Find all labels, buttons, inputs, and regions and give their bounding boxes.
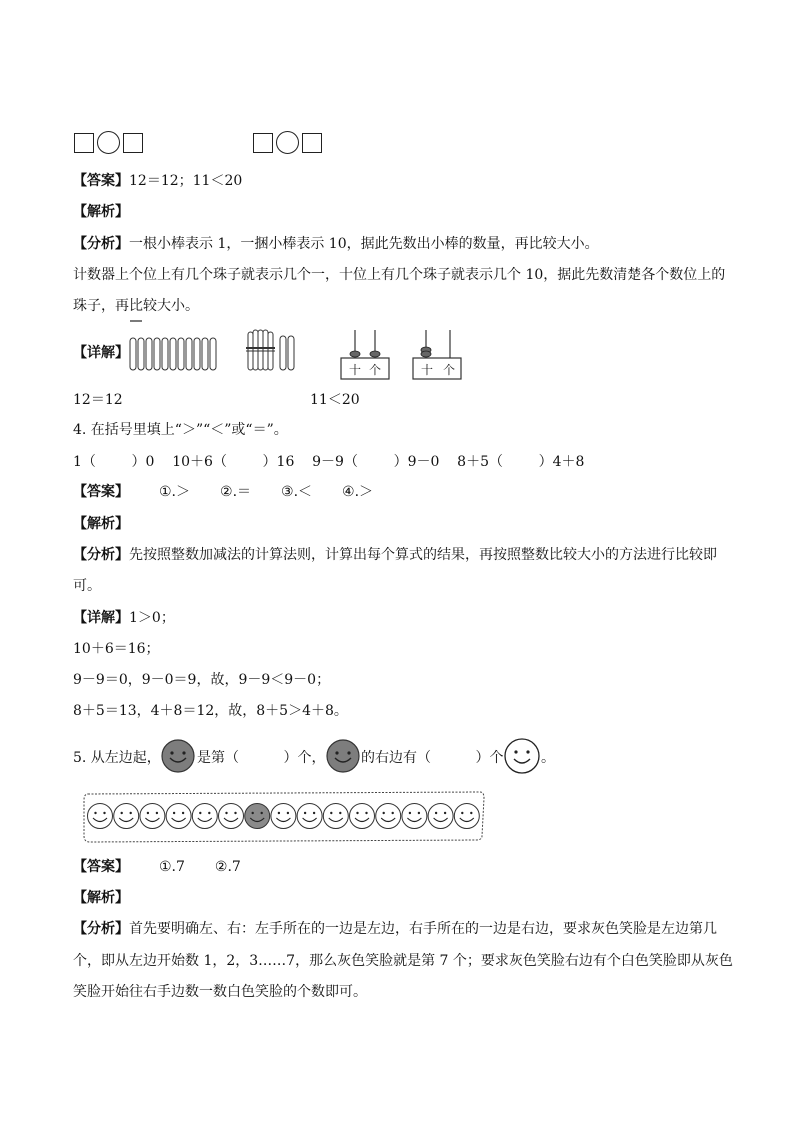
detail-label: 【详解】 [73, 610, 129, 626]
abacus-one-label: 个 [443, 363, 456, 377]
abacus-ten-label: 十 [421, 363, 434, 377]
white-smiley-icon [166, 804, 191, 829]
white-smiley-icon [297, 804, 322, 829]
q5-fenxi [73, 919, 717, 939]
gray-smiley-icon [160, 738, 196, 774]
answer-box [74, 133, 94, 153]
white-smiley-icon [402, 804, 427, 829]
q4-jiexi: 【解析】 [73, 516, 129, 532]
abacus-figures [337, 328, 477, 382]
answer-item: ④.＞ [342, 484, 374, 500]
answer-item: ②.＝ [220, 484, 252, 500]
q3-result-right: 11＜20 [310, 392, 360, 408]
q3-fenxi [73, 234, 599, 254]
q5-title-a: 5. 从左边起， [73, 750, 161, 766]
answer-box [123, 133, 143, 153]
q4-fenxi-line2: 可。 [73, 578, 101, 594]
compare-boxes-left [74, 131, 143, 154]
q4-items: 1（ ）0 10＋6（ ）16 9－9（ ）9－0 8＋5（ ）4＋8 [73, 454, 585, 470]
white-smiley-icon [88, 804, 113, 829]
answer-item: ③.＜ [281, 484, 313, 500]
q5-answer [73, 857, 241, 877]
white-smiley-icon [350, 804, 375, 829]
q5-fenxi-line2: 个，即从左边开始数 1，2，3……7，那么灰色笑脸就是第 7 个；要求灰色笑脸右边有个白色笑脸即从灰色 [73, 953, 733, 969]
q3-fenxi-line3: 珠子，再比较大小。 [73, 298, 199, 314]
white-smiley-icon [192, 804, 217, 829]
abacus-one-label: 个 [369, 363, 382, 377]
q4-detail-line: 10＋6＝16； [73, 641, 160, 657]
smiley-row [80, 790, 486, 846]
q5-fenxi-line3: 笑脸开始往右手边数一数白色笑脸的个数即可。 [73, 984, 367, 1000]
white-smiley-icon [271, 804, 296, 829]
q4-detail-line: 8＋5＝13，4＋8＝12，故，8＋5＞4＋8。 [73, 703, 348, 719]
answer-label: 【答案】 [73, 173, 129, 189]
sticks-figure [128, 318, 298, 374]
answer-item: ②.7 [214, 859, 241, 875]
abacus-ten-label: 十 [349, 363, 362, 377]
detail-line: 1＞0； [129, 610, 175, 626]
white-smiley-icon [323, 804, 348, 829]
white-smiley-icon [376, 804, 401, 829]
q5-title-d: 。 [541, 750, 555, 766]
white-smiley-icon [219, 804, 244, 829]
fenxi-label: 【分析】 [73, 921, 129, 937]
q3-detail-label: 【详解】 [73, 345, 129, 361]
compare-circle [276, 131, 299, 154]
q3-jiexi: 【解析】 [73, 204, 129, 220]
answer-box [302, 133, 322, 153]
q5-title-c: 的右边有（ ）个 [361, 750, 504, 766]
q5-title-b: 是第（ ）个， [197, 750, 326, 766]
q3-result-left: 12＝12 [73, 392, 123, 408]
answer-label: 【答案】 [73, 859, 129, 875]
answer-text: 12＝12；11＜20 [129, 173, 243, 189]
q3-answer [73, 171, 242, 191]
white-smiley-icon [428, 804, 453, 829]
fenxi-text: 一根小棒表示 1，一捆小棒表示 10，据此先数出小棒的数量，再比较大小。 [129, 236, 599, 252]
fenxi-label: 【分析】 [73, 547, 129, 563]
white-smiley-icon [454, 804, 479, 829]
gray-smiley-icon [325, 738, 361, 774]
q3-fenxi-line2: 计数器上个位上有几个珠子就表示几个一，十位上有几个珠子就表示几个 10，据此先数清楚各个数位上的 [73, 267, 726, 283]
white-smiley-icon [114, 804, 139, 829]
q4-detail [73, 608, 175, 628]
fenxi-label: 【分析】 [73, 236, 129, 252]
q5-jiexi: 【解析】 [73, 890, 129, 906]
compare-circle [97, 131, 120, 154]
answer-item: ①.＞ [159, 484, 191, 500]
q4-answer [73, 482, 373, 502]
fenxi-text: 首先要明确左、右：左手所在的一边是左边，右手所在的一边是右边，要求灰色笑脸是左边第几 [129, 921, 717, 937]
q4-title: 4. 在括号里填上“＞”“＜”或“＝”。 [73, 422, 288, 438]
q4-detail-line: 9－9＝0，9－0＝9，故，9－9＜9－0； [73, 672, 331, 688]
white-smiley-icon [140, 804, 165, 829]
answer-box [253, 133, 273, 153]
fenxi-text: 先按照整数加减法的计算法则，计算出每个算式的结果，再按照整数比较大小的方法进行比较即 [129, 547, 717, 563]
q4-fenxi [73, 545, 717, 565]
white-smiley-icon [503, 737, 541, 775]
answer-label: 【答案】 [73, 484, 129, 500]
answer-item: ①.7 [159, 859, 185, 875]
compare-boxes-right [253, 131, 322, 154]
gray-smiley-icon [245, 804, 270, 829]
